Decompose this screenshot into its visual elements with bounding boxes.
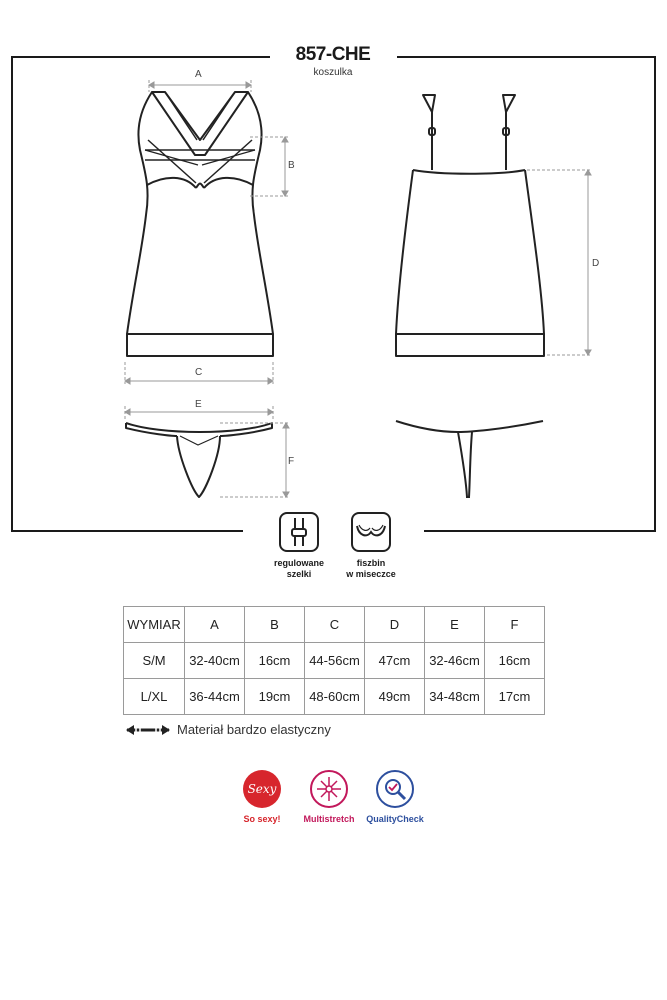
front-thong-drawing <box>126 423 272 497</box>
sexy-badge-text: Sexy <box>247 782 277 796</box>
table-cell: 19cm <box>245 679 305 715</box>
product-type: koszulka <box>313 67 353 78</box>
table-cell: 49cm <box>365 679 425 715</box>
table-cell: 32-40cm <box>185 643 245 679</box>
table-cell: 36-44cm <box>185 679 245 715</box>
table-cell: 47cm <box>365 643 425 679</box>
table-header-cell: F <box>485 607 545 643</box>
back-chemise-drawing <box>396 95 544 356</box>
badge-label-multistretch: Multistretch <box>303 814 355 824</box>
material-note: Materiał bardzo elastyczny <box>177 722 331 737</box>
badge-label-quality-check: QualityCheck <box>366 814 424 824</box>
product-code: 857-CHE <box>295 44 371 65</box>
table-cell: 32-46cm <box>425 643 485 679</box>
table-header-cell: D <box>365 607 425 643</box>
table-cell: 16cm <box>485 643 545 679</box>
underwire-icon <box>351 512 391 552</box>
dimension-label-a: A <box>195 69 202 80</box>
dimension-label-b: B <box>288 160 295 171</box>
dimension-label-e: E <box>195 399 202 410</box>
table-cell: S/M <box>124 643 185 679</box>
table-cell: 16cm <box>245 643 305 679</box>
table-header-cell: C <box>305 607 365 643</box>
table-cell: L/XL <box>124 679 185 715</box>
table-header-row <box>124 607 545 643</box>
sexy-badge-icon <box>243 770 281 808</box>
table-cell: 44-56cm <box>305 643 365 679</box>
stretch-arrow-icon <box>125 724 171 736</box>
table-header-cell: B <box>245 607 305 643</box>
dimension-label-c: C <box>195 367 203 378</box>
frame-border <box>12 57 655 531</box>
dimension-label-f: F <box>288 456 295 467</box>
dimension-arrows <box>125 82 591 497</box>
dimension-label-d: D <box>592 258 600 269</box>
table-header-cell: E <box>425 607 485 643</box>
dimension-lines <box>125 80 592 497</box>
size-table <box>123 606 545 715</box>
table-cell: 34-48cm <box>425 679 485 715</box>
badge-label-sexy: So sexy! <box>243 814 281 824</box>
table-row <box>124 643 545 679</box>
front-chemise-drawing <box>127 92 273 356</box>
table-header-cell: WYMIAR <box>124 607 185 643</box>
feature-label-underwire: fiszbin w miseczce <box>346 558 396 579</box>
quality-check-badge-icon <box>376 770 414 808</box>
adjustable-straps-icon <box>279 512 319 552</box>
multistretch-badge-icon <box>310 770 348 808</box>
back-thong-drawing <box>396 421 543 497</box>
table-cell: 48-60cm <box>305 679 365 715</box>
table-cell: 17cm <box>485 679 545 715</box>
table-header-cell: A <box>185 607 245 643</box>
feature-label-straps: regulowane szelki <box>273 558 324 579</box>
table-row <box>124 679 545 715</box>
